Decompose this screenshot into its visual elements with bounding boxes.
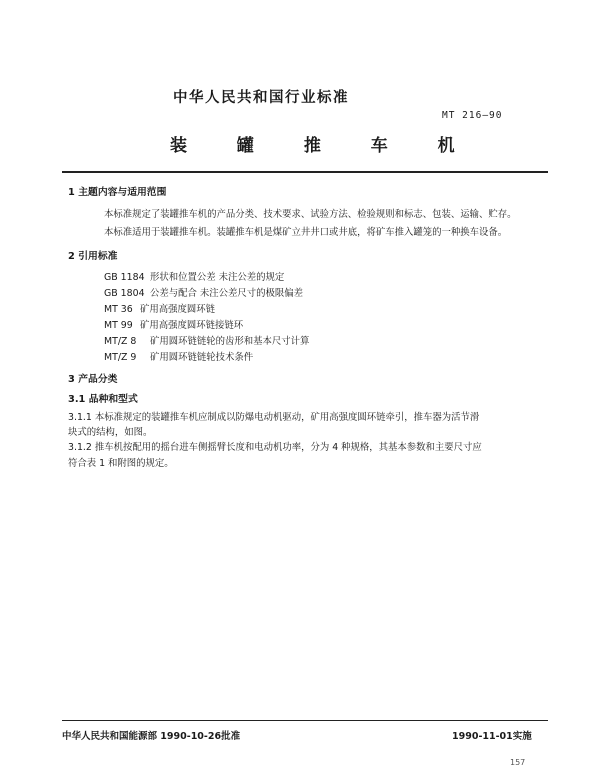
reference-code: MT/Z 9 [104,352,137,363]
clause-3-1-1-line-2: 块式的结构，如图。 [68,427,153,438]
effective-date: 1990-11-01实施 [452,731,532,742]
clause-3-1-1-line-1: 3.1.1 本标准规定的装罐推车机应制成以防爆电动机驱动，矿用高强度圆环链牵引，推车器为活节滑 [68,412,480,423]
standard-code: MT 216—90 [442,110,503,121]
section-2-heading: 2 引用标准 [68,251,118,262]
footer-divider [62,720,548,721]
reference-item [104,285,303,299]
document-title: 装 罐 推 车 机 [170,136,477,156]
reference-item [104,333,309,347]
reference-title: 矿用高强度圆环链 [140,304,216,315]
header-divider [62,171,548,173]
approval-line: 中华人民共和国能源部 1990-10-26批准 [62,731,241,742]
reference-title: 矿用圆环链链轮的齿形和基本尺寸计算 [150,336,310,347]
reference-title: 矿用圆环链链轮技术条件 [150,352,254,363]
clause-3-1-2-line-2: 符合表 1 和附图的规定。 [68,458,174,469]
section-1-paragraph-1: 本标准规定了装罐推车机的产品分类、技术要求、试验方法、检验规则和标志、包装、运输、贮存。 [104,209,517,220]
reference-item [104,317,243,331]
reference-title: 矿用高强度圆环链接链环 [140,320,244,331]
reference-code: GB 1804 [104,288,145,299]
reference-item [104,269,284,283]
section-3-heading: 3 产品分类 [68,374,118,385]
section-1-paragraph-2: 本标准适用于装罐推车机。装罐推车机是煤矿立井井口或井底，将矿车推入罐笼的一种换车设备。 [104,227,508,238]
issuing-organization: 中华人民共和国行业标准 [173,90,349,106]
reference-code: MT 99 [104,320,133,331]
reference-item [104,301,215,315]
reference-title: 形状和位置公差 未注公差的规定 [150,272,285,283]
page-number: 157 [510,758,526,767]
section-3-1-heading: 3.1 品种和型式 [68,394,138,405]
clause-3-1-2-line-1: 3.1.2 推车机按配用的摇台进车侧摇臂长度和电动机功率，分为 4 种规格，其基本参数和主要尺寸应 [68,442,482,453]
reference-code: MT 36 [104,304,133,315]
reference-code: MT/Z 8 [104,336,137,347]
section-1-heading: 1 主题内容与适用范围 [68,187,167,198]
reference-title: 公差与配合 未注公差尺寸的极限偏差 [150,288,303,299]
reference-item [104,349,253,363]
reference-code: GB 1184 [104,272,145,283]
